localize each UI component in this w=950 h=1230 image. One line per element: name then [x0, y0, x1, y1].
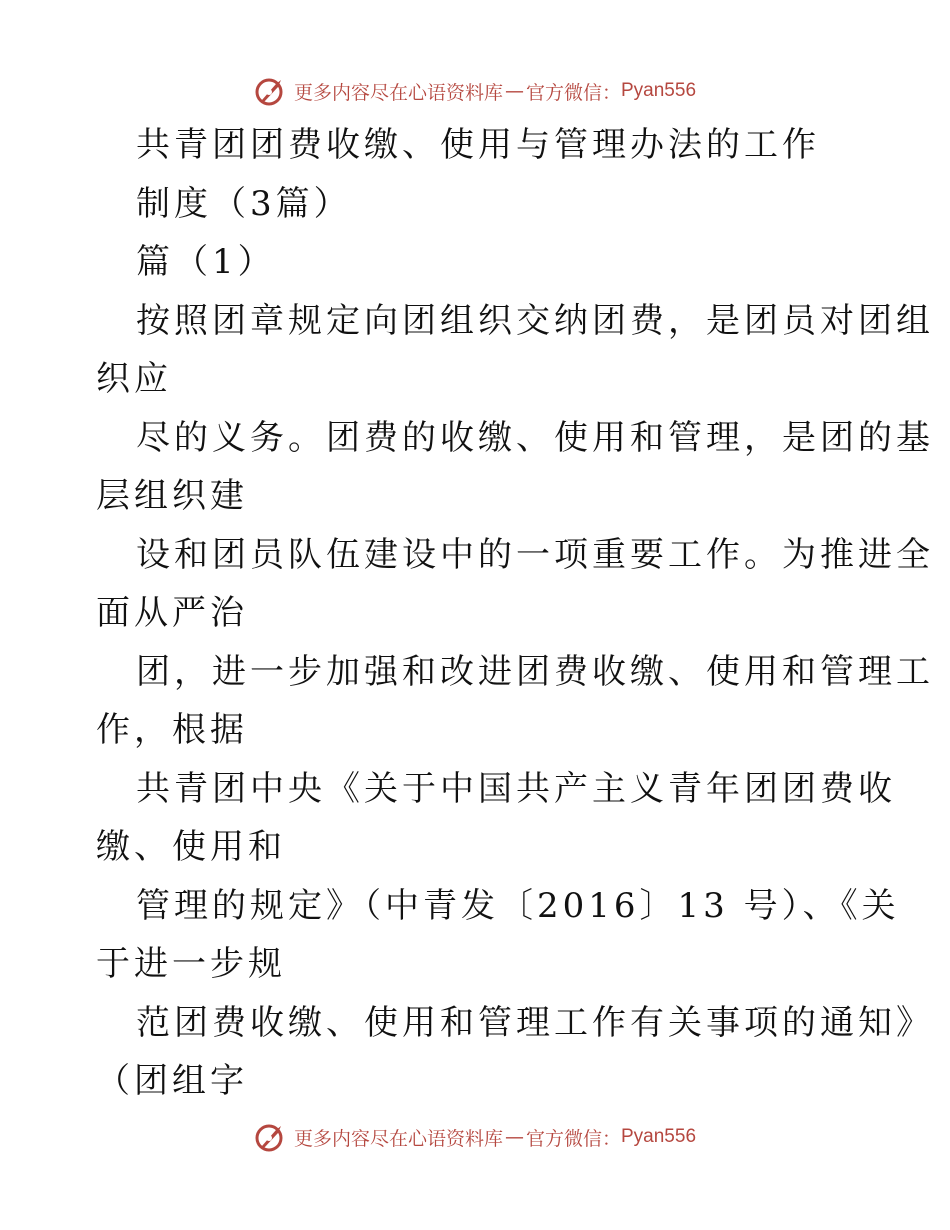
- paragraph-line: 面从严治: [96, 593, 248, 633]
- watermark-separator: —: [504, 80, 524, 102]
- paragraph-line: 作，根据: [96, 710, 248, 750]
- paragraph-line: 设和团员队伍建设中的一项重要工作。为推进全: [136, 534, 934, 575]
- pen-logo-icon: [254, 76, 288, 106]
- paragraph-line: 织应: [96, 359, 172, 399]
- watermark-text: 更多内容尽在心语资料库: [293, 1127, 503, 1150]
- paragraph-line: 范团费收缴、使用和管理工作有关事项的通知》: [136, 1002, 934, 1043]
- footer-watermark: [0, 1122, 950, 1152]
- paragraph-line: （团组字: [96, 1061, 248, 1101]
- pen-logo-icon: [254, 1122, 288, 1152]
- document-title-line: 共青团团费收缴、使用与管理办法的工作: [136, 125, 820, 165]
- paragraph-line: 共青团中央《关于中国共产主义青年团团费收: [136, 768, 896, 809]
- watermark-label: 官方微信：: [525, 81, 621, 104]
- document-title-line: 制度（3篇）: [136, 183, 352, 224]
- paragraph-line: 于进一步规: [96, 944, 286, 984]
- section-heading: 篇（1）: [136, 242, 276, 282]
- watermark-wechat-id: Pyan556: [621, 80, 697, 101]
- watermark-text: 更多内容尽在心语资料库: [293, 81, 503, 104]
- watermark-label: 官方微信：: [525, 1127, 621, 1150]
- paragraph-line: 团，进一步加强和改进团费收缴、使用和管理工: [136, 651, 934, 692]
- header-watermark: [0, 76, 950, 106]
- paragraph-line: 层组织建: [96, 476, 248, 516]
- document-body: [96, 116, 934, 1111]
- paragraph-line: 按照团章规定向团组织交纳团费，是团员对团组: [136, 300, 934, 341]
- watermark-wechat-id: Pyan556: [621, 1126, 697, 1147]
- watermark-separator: —: [504, 1126, 524, 1148]
- paragraph-line: 缴、使用和: [96, 827, 286, 867]
- paragraph-line: 尽的义务。团费的收缴、使用和管理，是团的基: [136, 417, 934, 458]
- paragraph-line: 管理的规定》（中青发〔2016〕13 号）、《关: [136, 885, 900, 926]
